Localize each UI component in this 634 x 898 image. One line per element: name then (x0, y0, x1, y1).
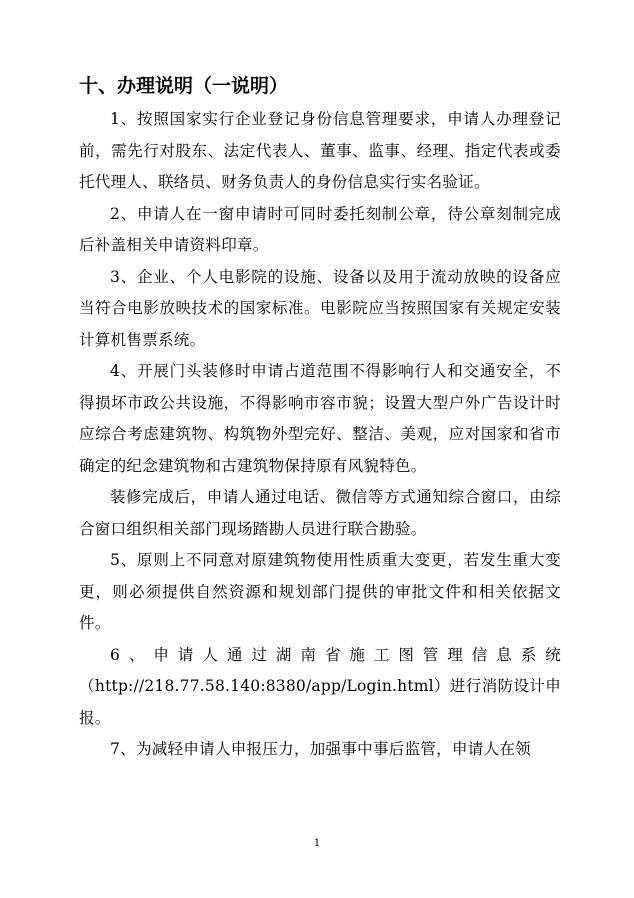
paragraph-joint-inspection: 装修完成后，申请人通过电话、微信等方式通知综合窗口，由综合窗口组织相关部门现场踏勘人员进行联合勘验。 (79, 488, 561, 538)
paragraph-2-seal-engraving: 2、申请人在一窗申请时可同时委托刻制公章，待公章刻制完成后补盖相关申请资料印章。 (79, 204, 561, 254)
section-heading: 十、办理说明（一说明） (79, 75, 289, 97)
paragraph-4-storefront-decoration: 4、开展门头装修时申请占道范围不得影响行人和交通安全，不得损坏市政公共设施，不得影响市容市貌；设置大型户外广告设计时应综合考虑建筑物、构筑物外型完好、整洁、美观，应对国家和省市确定的纪念建筑物和古建筑物保持原有风貌特色。 (79, 362, 561, 475)
page-number: 1 (313, 838, 321, 849)
paragraph-1-identity-verification: 1、按照国家实行企业登记身份信息管理要求，申请人办理登记前，需先行对股东、法定代表人、董事、监事、经理、指定代表或委托代理人、联络员、财务负责人的身份信息实行实名验证。 (79, 110, 561, 191)
paragraph-7-reduce-burden: 7、为减轻申请人申报压力，加强事中事后监管，申请人在领 (110, 740, 531, 758)
paragraph-6-fire-design-declaration: 6、申请人通过湖南省施工图管理信息系统（http://218.77.58.140:8380/app/Login.html）进行消防设计申报。 (79, 645, 561, 727)
paragraph-3-cinema-equipment: 3、企业、个人电影院的设施、设备以及用于流动放映的设备应当符合电影放映技术的国家标准。电影院应当按照国家有关规定安装计算机售票系统。 (79, 267, 561, 349)
document-body (79, 104, 561, 766)
paragraph-5-building-use-change: 5、原则上不同意对原建筑物使用性质重大变更，若发生重大变更，则必须提供自然资源和规划部门提供的审批文件和相关依据文件。 (79, 551, 561, 632)
